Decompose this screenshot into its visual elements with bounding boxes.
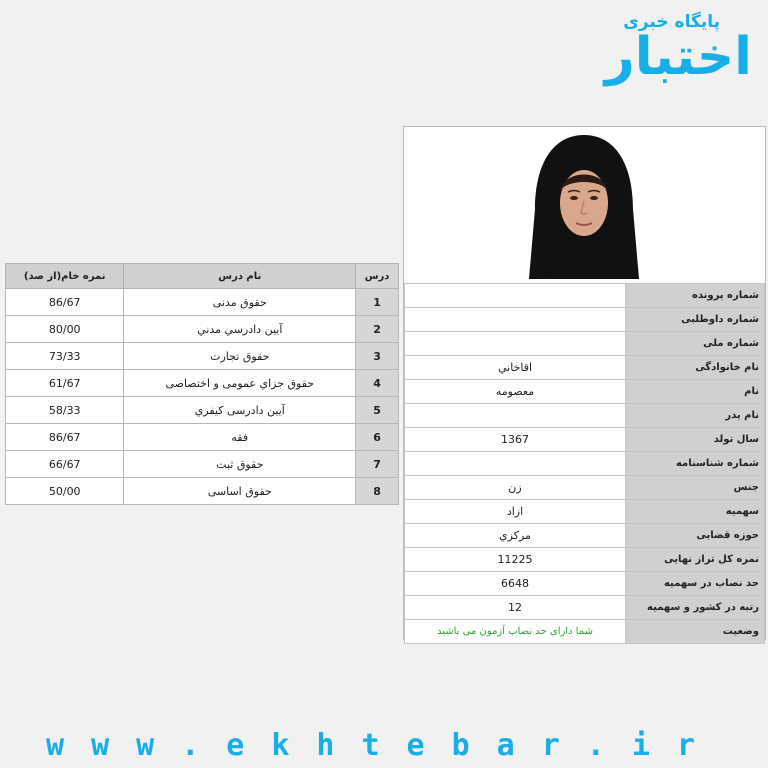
row-index: 6 xyxy=(356,424,399,451)
field-value: 1367 xyxy=(405,428,626,452)
footer-url: www.ekhtebar.ir xyxy=(46,728,722,763)
field-value: اقاخاني xyxy=(405,356,626,380)
course-name: حقوق ثبت xyxy=(124,451,356,478)
info-row xyxy=(405,380,765,404)
row-index: 5 xyxy=(356,397,399,424)
course-score: 58/33 xyxy=(6,397,124,424)
header-course: نام درس xyxy=(124,264,356,289)
table-row xyxy=(6,424,399,451)
info-row xyxy=(405,332,765,356)
row-index: 2 xyxy=(356,316,399,343)
field-label: نمره کل تراز نهایی xyxy=(626,548,765,572)
info-row xyxy=(405,620,765,644)
field-value: 12 xyxy=(405,596,626,620)
table-row xyxy=(6,316,399,343)
info-row xyxy=(405,500,765,524)
row-index: 7 xyxy=(356,451,399,478)
table-row xyxy=(6,451,399,478)
info-row xyxy=(405,404,765,428)
field-value xyxy=(405,332,626,356)
header-index: درس xyxy=(356,264,399,289)
info-row xyxy=(405,428,765,452)
row-index: 1 xyxy=(356,289,399,316)
course-score: 80/00 xyxy=(6,316,124,343)
field-label: وضعیت xyxy=(626,620,765,644)
field-value: ازاد xyxy=(405,500,626,524)
course-score: 86/67 xyxy=(6,424,124,451)
candidate-info-table xyxy=(404,283,765,644)
photo-area xyxy=(404,127,765,285)
field-value: زن xyxy=(405,476,626,500)
field-value xyxy=(405,404,626,428)
info-row xyxy=(405,284,765,308)
field-label: جنس xyxy=(626,476,765,500)
course-score: 66/67 xyxy=(6,451,124,478)
course-score: 61/67 xyxy=(6,370,124,397)
logo-title: اختبار xyxy=(604,27,752,87)
course-score: 86/67 xyxy=(6,289,124,316)
row-index: 3 xyxy=(356,343,399,370)
field-label: رتبه در کشور و سهمیه xyxy=(626,596,765,620)
table-row xyxy=(6,343,399,370)
table-row xyxy=(6,478,399,505)
header-score: نمره خام(از صد) xyxy=(6,264,124,289)
info-row xyxy=(405,356,765,380)
field-value xyxy=(405,308,626,332)
status-value: شما دارای حد نصاب آزمون می باشید xyxy=(405,620,626,644)
course-name: حقوق تجارت xyxy=(124,343,356,370)
course-name: حقوق مدنی xyxy=(124,289,356,316)
field-label: نام پدر xyxy=(626,404,765,428)
info-row xyxy=(405,548,765,572)
field-label: نام خانوادگی xyxy=(626,356,765,380)
field-label: نام xyxy=(626,380,765,404)
field-label: شماره پرونده xyxy=(626,284,765,308)
row-index: 4 xyxy=(356,370,399,397)
course-name: آيين دادرسي مدني xyxy=(124,316,356,343)
table-row xyxy=(6,397,399,424)
field-value: مركزي xyxy=(405,524,626,548)
row-index: 8 xyxy=(356,478,399,505)
course-score: 50/00 xyxy=(6,478,124,505)
field-value xyxy=(405,284,626,308)
field-label: حوزه قضایی xyxy=(626,524,765,548)
portrait-photo-icon xyxy=(529,131,639,279)
course-name: فقه xyxy=(124,424,356,451)
field-value: معصومه xyxy=(405,380,626,404)
info-row xyxy=(405,524,765,548)
table-row xyxy=(6,289,399,316)
scores-header-row xyxy=(6,264,399,289)
course-score: 73/33 xyxy=(6,343,124,370)
scores-table xyxy=(5,263,399,505)
field-label: شماره شناسنامه xyxy=(626,452,765,476)
info-row xyxy=(405,476,765,500)
field-label: سهمیه xyxy=(626,500,765,524)
info-row xyxy=(405,452,765,476)
info-row xyxy=(405,596,765,620)
table-row xyxy=(6,370,399,397)
field-value: 6648 xyxy=(405,572,626,596)
field-label: شماره ملی xyxy=(626,332,765,356)
info-row xyxy=(405,308,765,332)
course-name: آيين دادرسی كيفري xyxy=(124,397,356,424)
brand-logo xyxy=(606,6,756,92)
field-label: حد نصاب در سهمیه xyxy=(626,572,765,596)
field-label: شماره داوطلبی xyxy=(626,308,765,332)
info-row xyxy=(405,572,765,596)
field-label: سال تولد xyxy=(626,428,765,452)
candidate-panel xyxy=(403,126,766,640)
course-name: حقوق جزاي عمومی و اختصاصی xyxy=(124,370,356,397)
logo-subtitle: پایگاه خبری xyxy=(623,12,720,32)
field-value: 11225 xyxy=(405,548,626,572)
field-value xyxy=(405,452,626,476)
course-name: حقوق اساسی xyxy=(124,478,356,505)
